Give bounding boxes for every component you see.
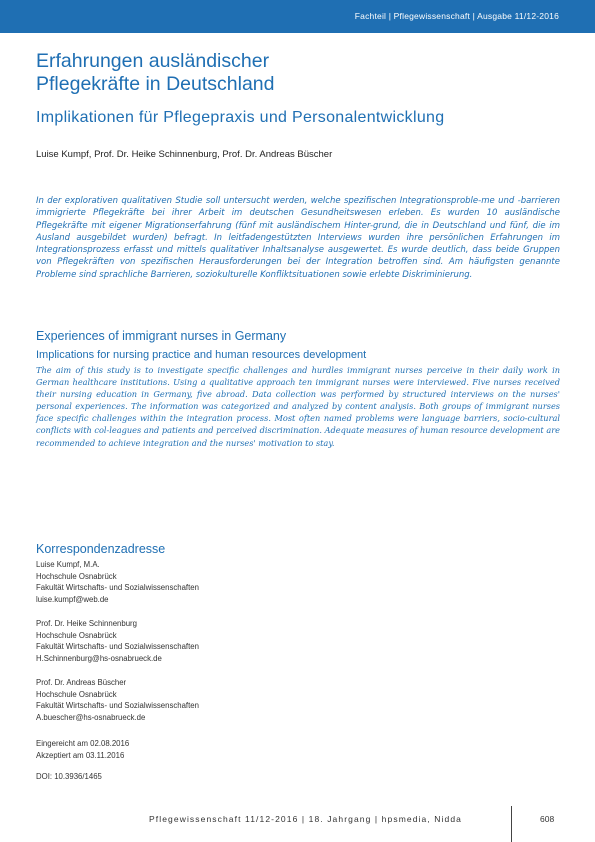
- address-faculty: Fakultät Wirtschafts- und Sozialwissenschaften: [36, 583, 199, 593]
- accepted-date: Akzeptiert am 03.11.2016: [36, 750, 125, 760]
- header-bar: [0, 0, 595, 33]
- footer-divider: [511, 806, 512, 842]
- address-block-buescher: [36, 677, 199, 723]
- english-title: Experiences of immigrant nurses in Germany: [36, 329, 287, 343]
- correspondence-heading: Korrespondenzadresse: [36, 542, 166, 556]
- address-email: A.buescher@hs-osnabrueck.de: [36, 712, 146, 722]
- address-block-schinnenburg: [36, 618, 199, 664]
- title-line-2: Pflegekräfte in Deutschland: [36, 73, 275, 95]
- address-email: luise.kumpf@web.de: [36, 594, 109, 604]
- english-subtitle: Implications for nursing practice and human resources development: [36, 349, 367, 361]
- address-block-kumpf: [36, 559, 199, 605]
- address-institution: Hochschule Osnabrück: [36, 630, 117, 640]
- journal-footer: Pflegewissenschaft 11/12-2016 | 18. Jahrgang | hpsmedia, Nidda: [149, 814, 462, 824]
- abstract-english: The aim of this study is to investigate specific challenges and hurdles immigrant nurses perceive in their daily work in German healthcare institutions. Using a qualitative approach ten immigrant nurses were interviewed. Five nurses received their nursing education in Germany, five abroad. Data collection was performed by structured interviews on the nurses' personal experiences. The information was categorized and analyzed by content analysis. Both groups of immigrant nurses face specific challenges within the integration process. Most often named problems were language barriers, socio-cultural conflicts with col-leagues and patients and perceived discrimination. Adequate measures of human resource development are recommended to achieve integration and the nurses' motivation to stay.: [36, 365, 560, 448]
- address-faculty: Fakultät Wirtschafts- und Sozialwissenschaften: [36, 701, 199, 711]
- author-line: Luise Kumpf, Prof. Dr. Heike Schinnenburg, Prof. Dr. Andreas Büscher: [36, 149, 333, 160]
- address-email: H.Schinnenburg@hs-osnabrueck.de: [36, 653, 162, 663]
- title-line-1: Erfahrungen ausländischer: [36, 50, 270, 72]
- address-name: Prof. Dr. Heike Schinnenburg: [36, 619, 137, 628]
- address-institution: Hochschule Osnabrück: [36, 689, 117, 699]
- address-institution: Hochschule Osnabrück: [36, 571, 117, 581]
- submission-meta: [36, 738, 129, 783]
- page-number: 608: [540, 814, 555, 824]
- issue-breadcrumb: Fachteil | Pflegewissenschaft | Ausgabe 11/12-2016: [354, 11, 559, 21]
- address-name: Prof. Dr. Andreas Büscher: [36, 678, 127, 687]
- abstract-german: In der explorativen qualitativen Studie soll untersucht werden, welche spezifischen Integrationsproble-me und -barrieren immigrierte Pflegekräfte bei ihrer Arbeit im deutschen Gesundheitswesen erleben. Es wurden 10 ausländische Pflegekräfte mit eigener Migrationserfahrung (fünf mit ausländischem Hinter-grund, die in Deutschland und fünf, die im Ausland ausgebildet wurden) befragt. In leitfadengestützten Interviews wurden ihre persönlichen Erfahrungen im Integrationsprozess erfasst und mittels qualitativer Inhaltsanalyse ausgewertet. Es wurde deutlich, dass beide Gruppen von Pflegekräften von spezifischen Herausforderungen bei der Integration betroffen sind. Am häufigsten genannte Probleme sind sprachliche Barrieren, soziokulturelle Konfliktsituationen sowie erlebte Diskriminierung.: [36, 196, 560, 280]
- submitted-date: Eingereicht am 02.08.2016: [36, 739, 130, 748]
- article-title: [36, 50, 556, 96]
- address-faculty: Fakultät Wirtschafts- und Sozialwissenschaften: [36, 642, 199, 652]
- doi: DOI: 10.3936/1465: [36, 772, 102, 782]
- article-subtitle: Implikationen für Pflegepraxis und Personalentwicklung: [36, 109, 445, 126]
- address-name: Luise Kumpf, M.A.: [36, 560, 100, 569]
